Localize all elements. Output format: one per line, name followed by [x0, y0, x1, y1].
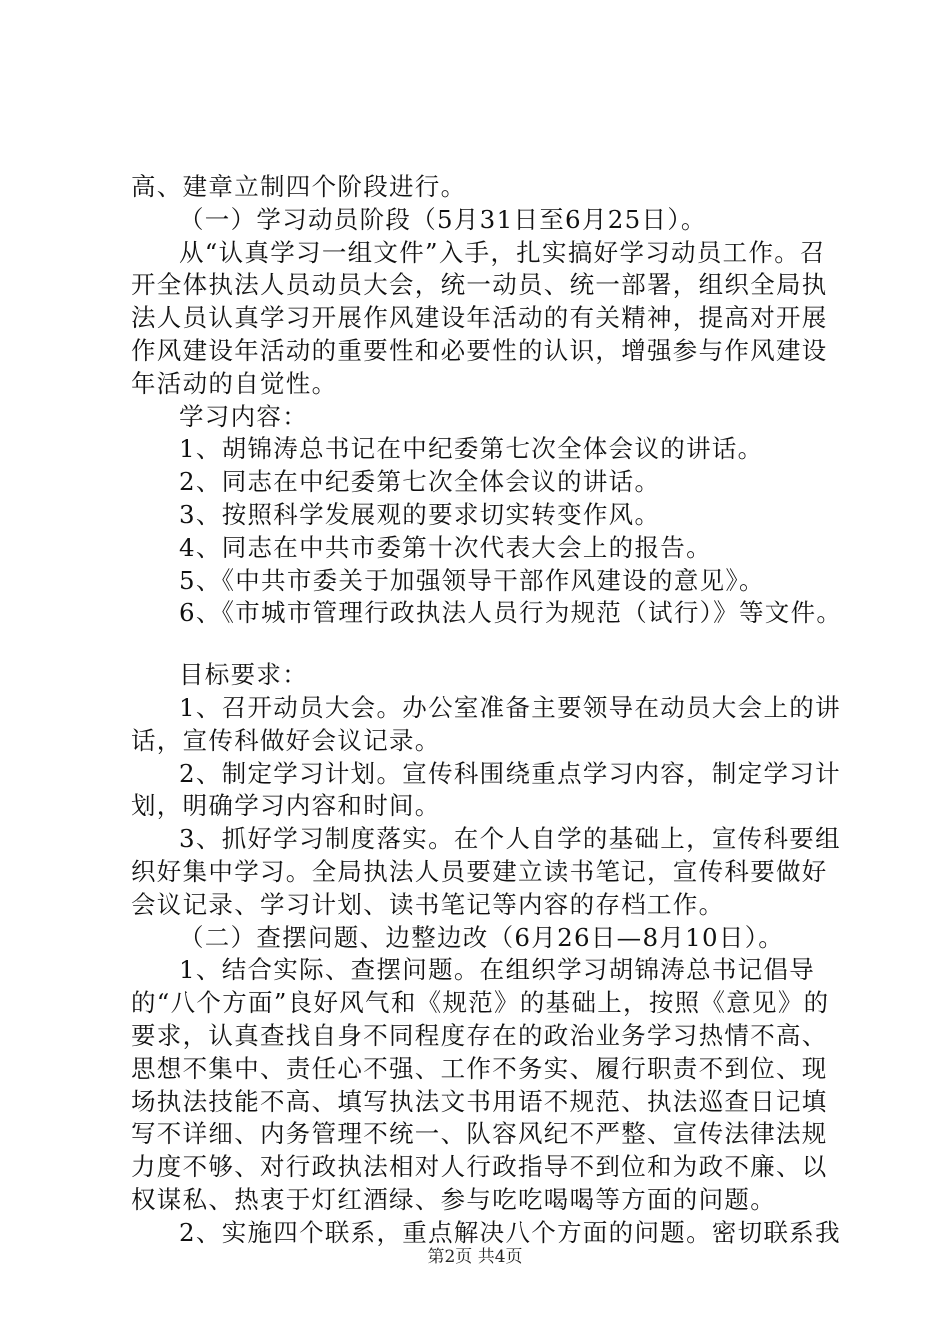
paragraph: 2、制定学习计划。宣传科围绕重点学习内容，制定学习计划，明确学习内容和时间。 — [131, 758, 841, 821]
paragraph: 目标要求： — [179, 660, 308, 690]
paragraph: 2、同志在中纪委第七次全体会议的讲话。 — [179, 467, 661, 497]
paragraph: 1、胡锦涛总书记在中纪委第七次全体会议的讲话。 — [179, 434, 764, 464]
paragraph: （一）学习动员阶段（5月31日至6月25日）。 — [179, 204, 707, 234]
paragraph: 3、按照科学发展观的要求切实转变作风。 — [179, 499, 661, 529]
page-footer: 第2页 共4页 — [427, 1247, 523, 1267]
paragraph: 1、召开动员大会。办公室准备主要领导在动员大会上的讲话，宣传科做好会议记录。 — [131, 692, 841, 755]
paragraph: 3、抓好学习制度落实。在个人自学的基础上，宣传科要组织好集中学习。全局执法人员要建立读书笔记，宣传科要做好会议记录、学习计划、读书笔记等内容的存档工作。 — [131, 824, 841, 919]
document-body — [131, 171, 851, 1250]
paragraph: （二）查摆问题、边整边改（6月26日—8月10日）。 — [179, 922, 785, 952]
paragraph: 高、建章立制四个阶段进行。 — [131, 172, 467, 201]
paragraph: 2、实施四个联系，重点解决八个方面的问题。密切联系我 — [179, 1217, 841, 1247]
paragraph: 6、《市城市管理行政执法人员行为规范（试行）》等文件。 — [179, 598, 843, 628]
paragraph: 从“认真学习一组文件”入手，扎实搞好学习动员工作。召开全体执法人员动员大会，统一动员、统一部署，组织全局执法人员认真学习开展作风建设年活动的有关精神，提高对开展作风建设年活动的重要性和必要性的认识，增强参与作风建设年活动的自觉性。 — [131, 237, 828, 398]
paragraph-gap — [131, 630, 851, 659]
paragraph: 4、同志在中共市委第十次代表大会上的报告。 — [179, 532, 712, 562]
paragraph: 5、《中共市委关于加强领导干部作风建设的意见》。 — [179, 565, 765, 595]
paragraph: 1、结合实际、查摆问题。在组织学习胡锦涛总书记倡导的“八个方面”良好风气和《规范》的基础上，按照《意见》的要求，认真查找自身不同程度存在的政治业务学习热情不高、思想不集中、责任心不强、工作不务实、履行职责不到位、现场执法技能不高、填写执法文书用语不规范、执法巡查日记填写不详细、内务管理不统一、队容风纪不严整、宣传法律法规力度不够、对行政执法相对人行政指导不到位和为政不廉、以权谋私、热衷于灯红酒绿、参与吃吃喝喝等方面的问题。 — [131, 955, 830, 1214]
paragraph: 学习内容： — [179, 401, 308, 431]
